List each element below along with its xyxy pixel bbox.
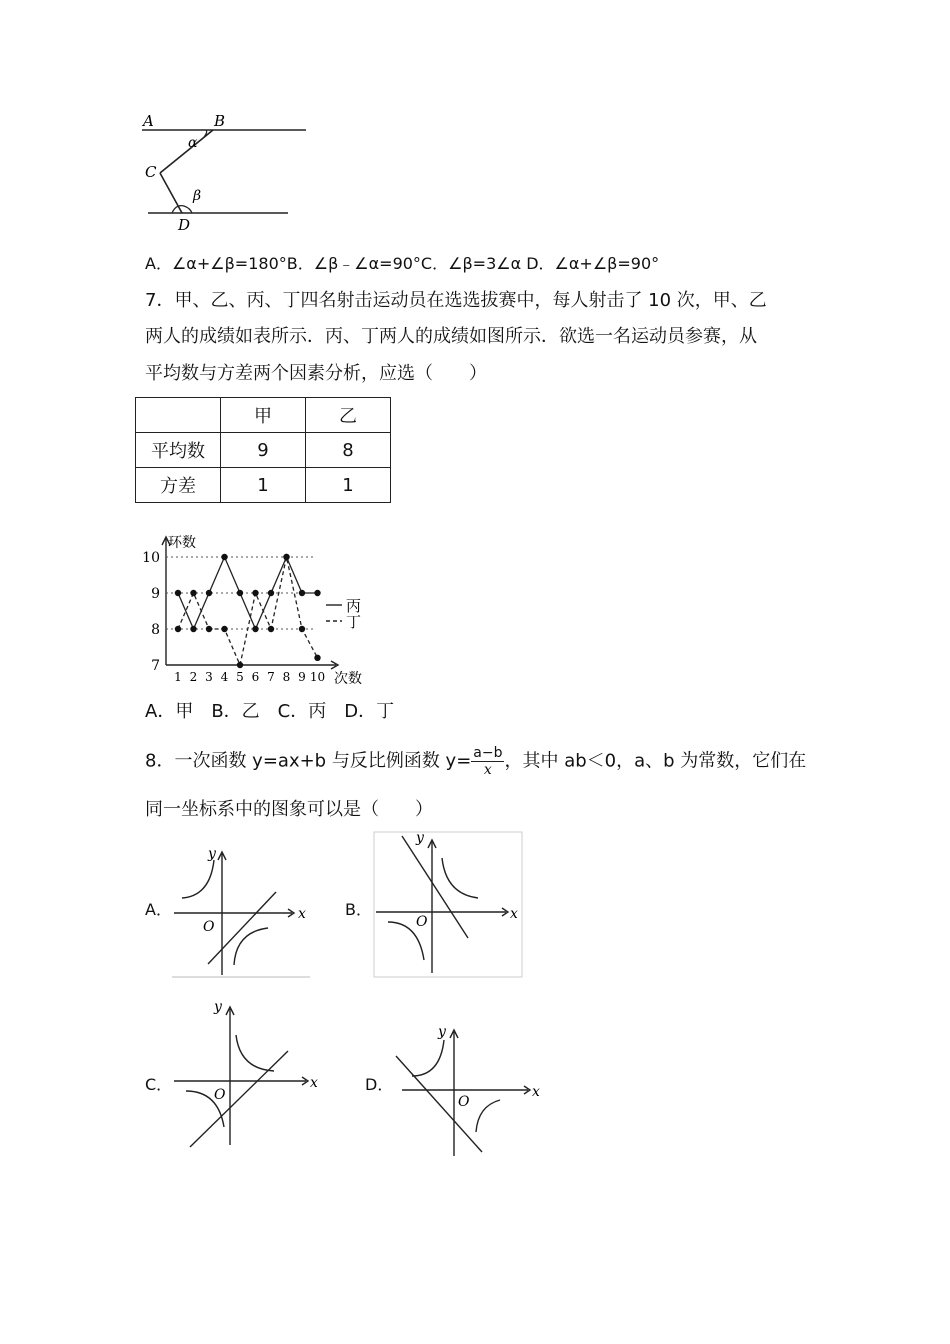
x-axis-label: 次数 <box>334 671 362 687</box>
x-tick-label: 6 <box>251 670 260 684</box>
table-cell: 方差 <box>136 468 221 503</box>
x-tick-label: 7 <box>267 670 275 684</box>
data-point <box>237 590 243 596</box>
data-point <box>252 626 258 632</box>
x-tick-label: 1 <box>174 670 182 684</box>
legend-label: 丁 <box>346 613 362 631</box>
label-alpha: α <box>188 135 198 151</box>
x-tick-label: 10 <box>309 670 326 684</box>
table-cell: 平均数 <box>136 433 221 468</box>
data-point <box>268 590 274 596</box>
q8-line1-prefix: 8．一次函数 y=ax+b 与反比例函数 y= <box>145 750 472 772</box>
graph-b-label: B． <box>345 900 372 919</box>
graph-d-o: O <box>458 1094 470 1110</box>
data-point <box>175 626 181 632</box>
data-point <box>206 626 212 632</box>
fraction <box>471 745 504 778</box>
label-beta: β <box>193 188 202 204</box>
data-point <box>190 590 196 596</box>
data-point <box>314 590 320 596</box>
label-a: A <box>143 112 154 130</box>
data-point <box>221 626 227 632</box>
table-cell: 1 <box>306 468 391 503</box>
label-c: C <box>145 163 157 181</box>
graph-b-o: O <box>416 914 428 930</box>
graph-c <box>170 995 325 1155</box>
x-tick-label: 4 <box>220 670 229 684</box>
score-line-chart <box>140 533 380 691</box>
table-header-yi: 乙 <box>306 398 391 433</box>
graph-a-label: A． <box>145 900 172 919</box>
graph-c-o: O <box>214 1087 226 1103</box>
graph-a <box>170 840 315 980</box>
data-point <box>221 554 227 560</box>
x-tick-label: 8 <box>282 670 291 684</box>
data-point <box>190 626 196 632</box>
table-header-jia: 甲 <box>221 398 306 433</box>
y-tick-label: 10 <box>142 550 160 566</box>
graph-c-y: y <box>214 999 222 1015</box>
graph-c-label: C． <box>145 1075 173 1094</box>
q8-line1 <box>145 745 806 778</box>
x-tick-label: 3 <box>205 670 213 684</box>
fraction-denominator: x <box>483 762 492 778</box>
score-table <box>135 397 391 503</box>
data-point <box>299 590 305 596</box>
q8-line2: 同一坐标系中的图象可以是（ ） <box>145 799 433 820</box>
label-d: D <box>178 216 191 234</box>
data-point <box>252 590 258 596</box>
q6-options: A．∠α+∠β=180°B．∠β﹣∠α=90°C．∠β=3∠α D．∠α+∠β=90° <box>145 254 660 273</box>
data-point <box>206 590 212 596</box>
data-point <box>314 655 320 661</box>
x-tick-label: 5 <box>236 670 244 684</box>
graph-d-x: x <box>532 1084 540 1100</box>
graph-b <box>370 828 530 980</box>
x-tick-label: 9 <box>298 670 306 684</box>
data-point <box>283 554 289 560</box>
x-tick-label: 2 <box>189 670 198 684</box>
table-cell: 1 <box>221 468 306 503</box>
graph-a-y: y <box>208 846 216 862</box>
label-b: B <box>214 112 226 130</box>
q7-line2: 两人的成绩如表所示．丙、丁两人的成绩如图所示．欲选一名运动员参赛，从 <box>145 326 757 347</box>
q7-line1: 7．甲、乙、丙、丁四名射击运动员在选选拔赛中，每人射击了 10 次，甲、乙 <box>145 290 767 311</box>
data-point <box>299 626 305 632</box>
y-tick-label: 7 <box>151 658 160 674</box>
graph-d <box>390 1020 545 1160</box>
graph-d-label: D． <box>365 1075 394 1094</box>
y-tick-label: 9 <box>151 586 160 602</box>
graph-d-y: y <box>438 1024 446 1040</box>
parallel-lines-figure <box>138 110 318 235</box>
graph-c-x: x <box>310 1075 318 1091</box>
graph-a-x: x <box>298 906 306 922</box>
fraction-numerator: a−b <box>473 745 503 761</box>
y-axis-label: 环数 <box>168 535 196 551</box>
q8-line1-suffix: ，其中 ab＜0，a、b 为常数，它们在 <box>504 750 807 772</box>
table-cell: 8 <box>306 433 391 468</box>
table-header-empty <box>136 398 221 433</box>
data-point <box>268 626 274 632</box>
graph-b-y: y <box>416 830 424 846</box>
y-tick-label: 8 <box>151 622 160 638</box>
data-point <box>237 662 243 668</box>
graph-b-x: x <box>510 906 518 922</box>
data-point <box>175 590 181 596</box>
q7-options: A．甲 B．乙 C．丙 D．丁 <box>145 701 395 722</box>
table-cell: 9 <box>221 433 306 468</box>
legend-label: 丙 <box>346 597 362 615</box>
graph-a-o: O <box>203 919 215 935</box>
q7-line3: 平均数与方差两个因素分析，应选（ ） <box>145 363 487 384</box>
